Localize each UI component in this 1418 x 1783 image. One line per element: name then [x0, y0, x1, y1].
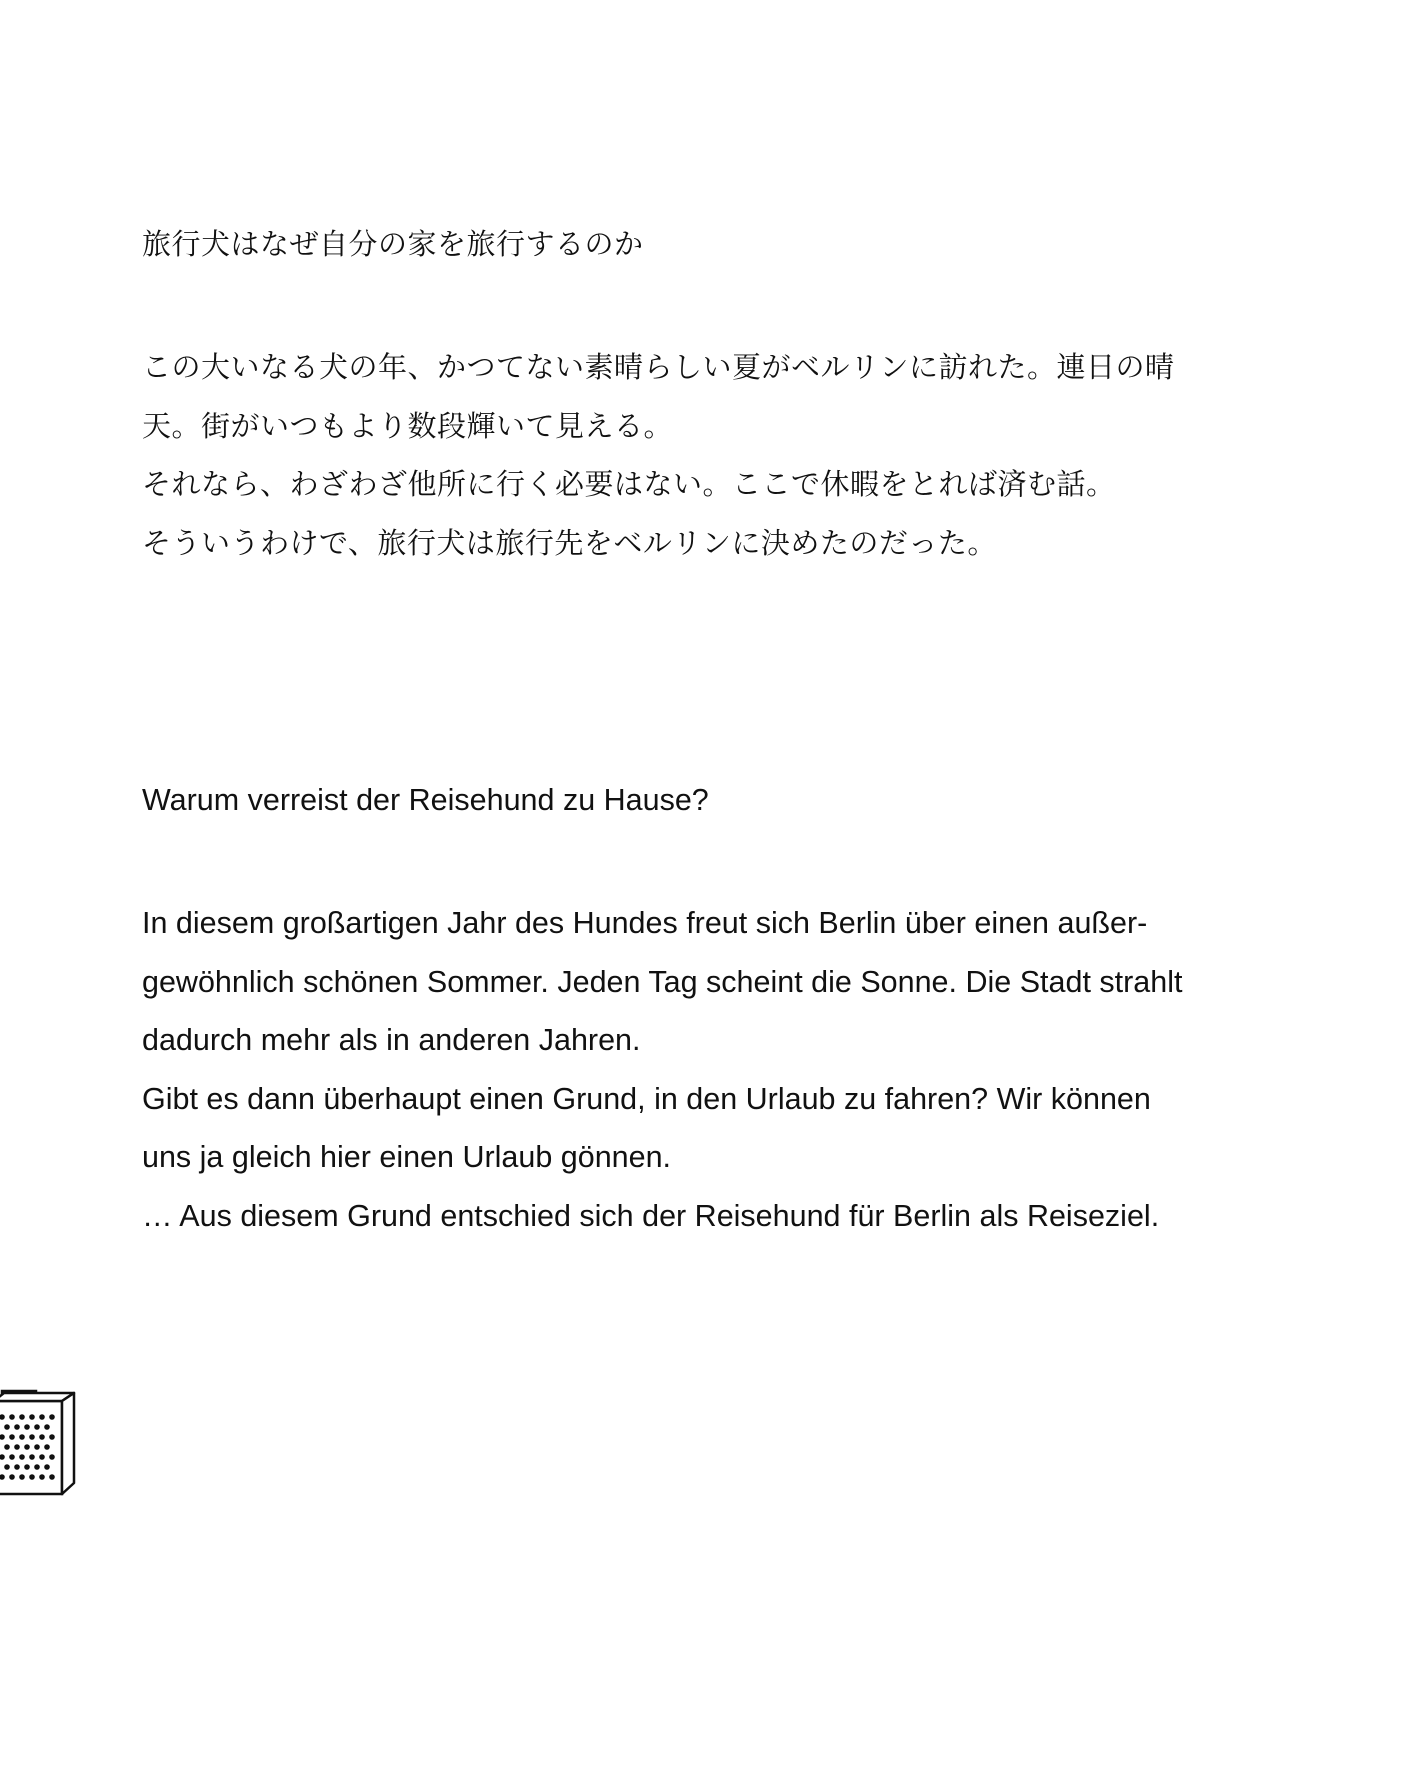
suitcase-side	[62, 1393, 74, 1494]
german-line: gewöhnlich schönen Sommer. Jeden Tag scheint die Sonne. Die Stadt strahlt	[142, 964, 1183, 999]
japanese-line: 天。街がいつもより数段輝いて見える。	[142, 408, 674, 443]
german-line: … Aus diesem Grund entschied sich der Reisehund für Berlin als Reiseziel.	[142, 1198, 1160, 1233]
german-line: In diesem großartigen Jahr des Hundes freut sich Berlin über einen außer-	[142, 906, 1148, 940]
german-section	[142, 778, 1342, 1245]
german-line: Gibt es dann überhaupt einen Grund, in den Urlaub zu fahren? Wir können	[142, 1081, 1151, 1116]
japanese-line: それなら、わざわざ他所に行く必要はない。ここで休暇をとれば済む話。	[142, 467, 1116, 501]
japanese-line: この大いなる犬の年、かつてない素晴らしい夏がベルリンに訪れた。連日の晴	[142, 350, 1175, 384]
japanese-line: そういうわけで、旅行犬は旅行先をベルリンに決めたのだった。	[142, 525, 997, 560]
suitcase-icon	[0, 1387, 80, 1497]
german-body	[142, 894, 1342, 1245]
german-line: dadurch mehr als in anderen Jahren.	[142, 1023, 641, 1057]
german-title: Warum verreist der Reisehund zu Hause?	[142, 783, 709, 817]
german-line: uns ja gleich hier einen Urlaub gönnen.	[142, 1140, 672, 1174]
japanese-body	[142, 338, 1342, 572]
japanese-title: 旅行犬はなぜ自分の家を旅行するのか	[142, 227, 644, 261]
japanese-section	[142, 222, 1342, 572]
